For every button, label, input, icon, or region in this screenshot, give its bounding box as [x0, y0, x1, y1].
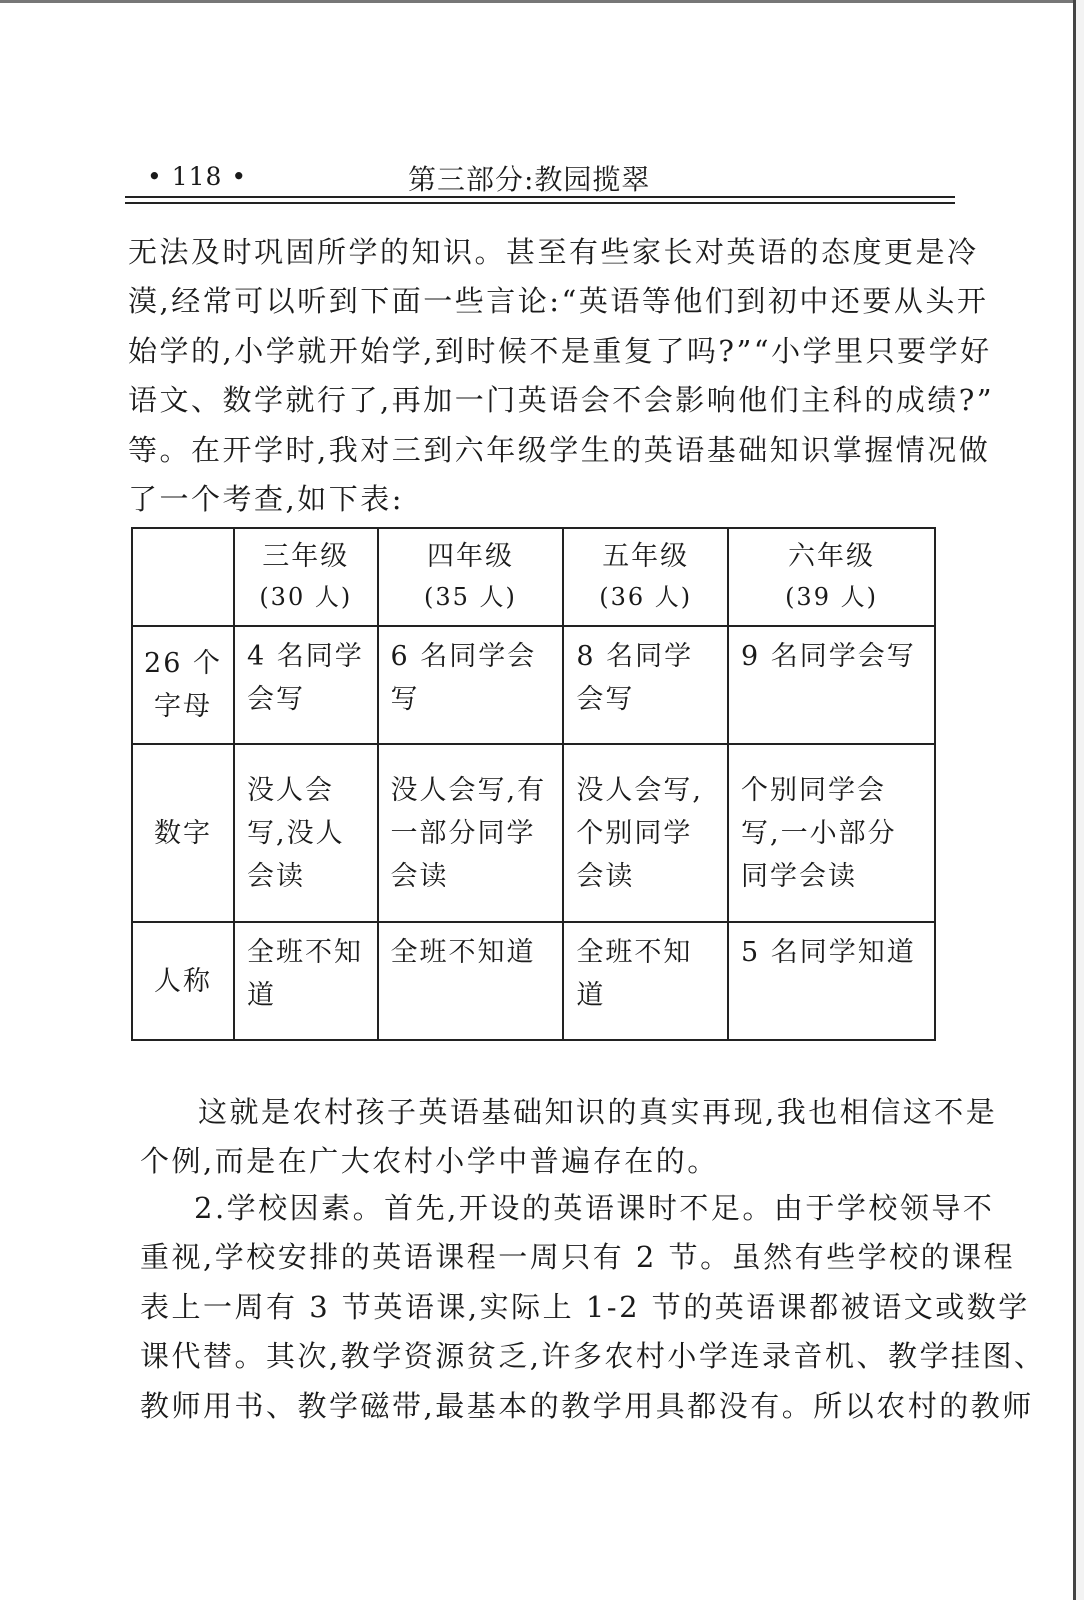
text-line: 课代替。其次,教学资源贫乏,许多农村小学连录音机、教学挂图、 — [140, 1339, 1046, 1374]
table-row — [132, 626, 935, 744]
text-line: 表上一周有 3 节英语课,实际上 1-2 节的英语课都被语文或数学 — [140, 1289, 1030, 1324]
student-count: (30 人) — [259, 583, 353, 611]
table-cell: 全班不知道 — [234, 922, 378, 1040]
corner-cell — [132, 528, 234, 626]
page-number: • 118 • — [147, 162, 248, 191]
text-line: 了一个考查,如下表: — [128, 482, 404, 517]
table-cell: 8 名同学会写 — [563, 626, 728, 744]
column-header — [728, 528, 935, 626]
running-header — [125, 150, 955, 200]
table-cell: 6 名同学会写 — [378, 626, 564, 744]
grade-label: 六年级 — [788, 541, 876, 572]
text-line: 个例,而是在广大农村小学中普遍存在的。 — [140, 1144, 719, 1179]
text-line: 教师用书、教学磁带,最基本的教学用具都没有。所以农村的教师 — [140, 1388, 1034, 1423]
text-line: 等。在开学时,我对三到六年级学生的英语基础知识掌握情况做 — [128, 432, 991, 467]
row-label: 数字 — [132, 744, 234, 922]
paragraph-school-factors — [140, 1184, 1046, 1431]
section-title: 第三部分:教园揽翠 — [408, 163, 651, 196]
table-cell: 4 名同学会写 — [234, 626, 378, 744]
table-cell: 全班不知道 — [378, 922, 564, 1040]
text-line: 始学的,小学就开始学,到时候不是重复了吗?”“小学里只要学好 — [128, 333, 992, 368]
text-line: 2.学校因素。首先,开设的英语课时不足。由于学校领导不 — [194, 1191, 995, 1225]
row-label: 26 个字母 — [132, 626, 234, 744]
paragraph-conclusion — [140, 1088, 998, 1187]
grade-label: 四年级 — [426, 541, 514, 572]
table-cell: 没人会写,有一部分同学会读 — [378, 744, 564, 922]
page-edge — [1076, 0, 1084, 1600]
table-header-row — [132, 528, 935, 626]
grade-label: 五年级 — [602, 541, 690, 572]
table-cell: 没人会写,个别同学会读 — [563, 744, 728, 922]
page-edge — [0, 0, 1084, 3]
column-header — [378, 528, 564, 626]
table-cell: 没人会写,没人会读 — [234, 744, 378, 922]
text-line: 重视,学校安排的英语课程一周只有 2 节。虽然有些学校的课程 — [140, 1240, 1016, 1275]
row-label: 人称 — [132, 922, 234, 1040]
column-header — [563, 528, 728, 626]
page-edge — [1073, 0, 1076, 1600]
student-count: (39 人) — [785, 583, 878, 611]
paragraph-intro — [128, 228, 995, 524]
text-line: 漠,经常可以听到下面一些言论:“英语等他们到初中还要从头开 — [128, 284, 989, 319]
student-count: (35 人) — [424, 583, 517, 611]
table-row — [132, 922, 935, 1040]
text-line: 这就是农村孩子英语基础知识的真实再现,我也相信这不是 — [198, 1095, 998, 1129]
table-cell: 全班不知道 — [563, 922, 728, 1040]
table-row — [132, 744, 935, 922]
text-line: 语文、数学就行了,再加一门英语会不会影响他们主科的成绩?” — [128, 383, 995, 418]
student-count: (36 人) — [599, 583, 693, 611]
header-rule — [125, 202, 955, 204]
table-cell: 5 名同学知道 — [728, 922, 935, 1040]
grade-label: 三年级 — [262, 541, 350, 572]
table-cell: 9 名同学会写 — [728, 626, 935, 744]
survey-table — [131, 527, 936, 1041]
text-line: 无法及时巩固所学的知识。甚至有些家长对英语的态度更是冷 — [128, 235, 979, 269]
header-rule — [125, 196, 955, 198]
column-header — [234, 528, 378, 626]
table-cell: 个别同学会写,一小部分同学会读 — [728, 744, 935, 922]
